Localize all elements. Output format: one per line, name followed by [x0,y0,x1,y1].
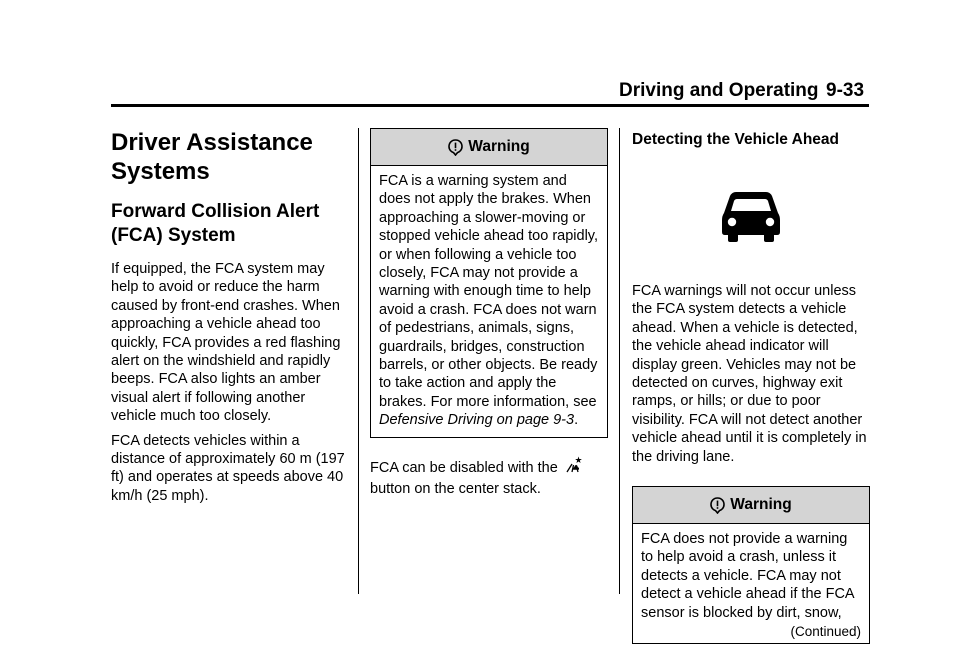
warning-title: Warning [468,138,530,155]
header-rule [111,104,869,107]
warning-icon [448,139,463,156]
warning-header [371,129,607,166]
cross-reference-link: Defensive Driving on page 9-3 [379,412,575,429]
continued-label: (Continued) [790,624,861,640]
column-2 [370,128,608,499]
subsection-title: Forward Collision Alert (FCA) System [111,201,320,246]
column-1 [111,128,346,505]
fca-range-paragraph: FCA detects vehicles within a distance of approximately 60 m (197 ft) and operates at speeds above 40 km/h (25 mph). [111,432,345,504]
fca-intro-paragraph: If equipped, the FCA system may help to avoid or reduce the harm caused by front-end crashes. When approaching a vehicle ahead too quickly, FCA provides a red flashing alert on the windshield and rapidly beeps. FCA also lights an amber visual alert if following another vehicle much too closely. [111,261,341,425]
column-divider-2 [619,128,620,594]
warning-body [371,166,607,437]
warning-icon [710,497,725,514]
warning-box-2 [632,486,870,644]
fca-disable-paragraph: FCA can be disabled with the button on the center stack. [370,455,608,499]
column-divider-1 [358,128,359,594]
warning-body-2 [633,524,869,643]
vehicle-ahead-icon [722,189,780,243]
warning-header-2 [633,487,869,524]
detecting-paragraph: FCA warnings will not occur unless the FCA system detects a vehicle ahead. When a vehicle is detected, the vehicle ahead indicator will display green. Vehicles may not be detected on curves, highway exit ramps, or hills; or due to poor visibility. FCA will not detect another vehicle ahead until it is completely in the driving lane. [632,283,867,465]
warning-text: FCA is a warning system and does not apply the brakes. When approaching a slower-moving or stopped vehicle ahead too rapidly, or when following a vehicle too closely, FCA may not provide a warning with enough time to help avoid a crash. FCA does not warn of pedestrians, animals, signs, guardrails, bridges, construction barrels, or other objects. Be ready to take action and apply the brakes. For more information, see Defensive Driving on page 9-3. [379,173,598,429]
detecting-heading: Detecting the Vehicle Ahead [632,131,840,148]
fca-button-icon [564,455,584,480]
warning-box [370,128,608,438]
header-section-title: Driving and Operating [619,80,819,101]
section-title: Driver Assistance Systems [111,129,313,185]
header-page-number: 9-33 [826,80,865,101]
column-3 [632,128,870,644]
warning-title-2: Warning [730,496,792,514]
vehicle-ahead-figure [632,164,870,268]
warning-text-2: FCA does not provide a warning to help avoid a crash, unless it detects a vehicle. FCA may not detect a vehicle ahead if the FCA sensor is blocked by dirt, snow, [641,531,854,621]
